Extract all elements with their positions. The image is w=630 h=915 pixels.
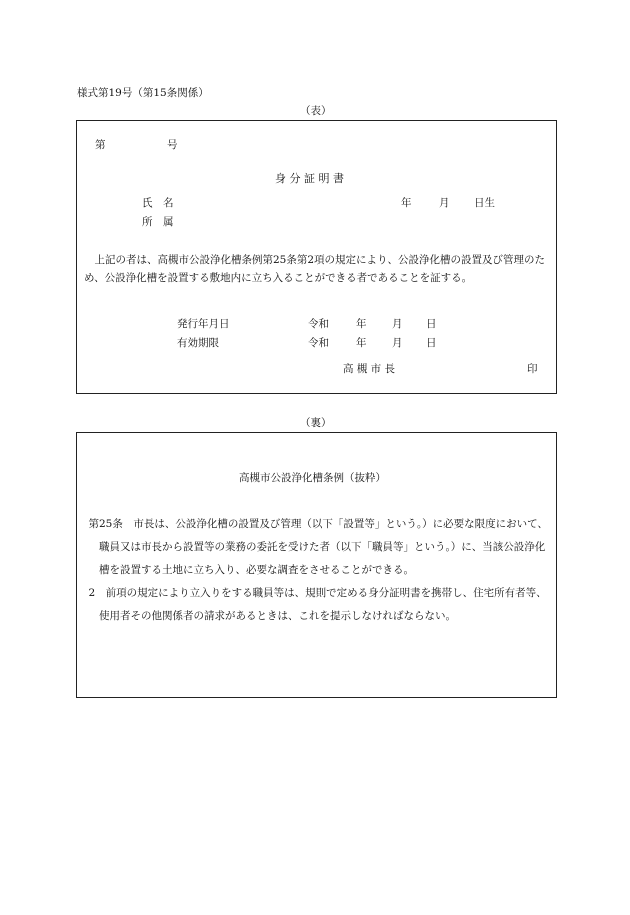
front-card xyxy=(76,120,557,394)
name-label: 氏 名 xyxy=(142,197,174,209)
affiliation-label: 所 属 xyxy=(142,216,174,228)
validity-month: 月 xyxy=(392,337,403,349)
issue-year: 年 xyxy=(356,318,367,330)
certificate-title: 身 分 証 明 書 xyxy=(275,172,344,185)
validity-day: 日 xyxy=(426,337,437,349)
excerpt-title: 高槻市公設浄化槽条例（抜粋） xyxy=(239,472,386,484)
issue-day: 日 xyxy=(426,318,437,330)
issue-month: 月 xyxy=(392,318,403,330)
front-side-label: （表） xyxy=(300,105,332,117)
issue-date-label: 発行年月日 xyxy=(177,318,230,330)
number-prefix: 第 xyxy=(95,139,106,151)
back-side-label: （裏） xyxy=(300,417,332,429)
form-label: 様式第19号（第15条関係） xyxy=(77,87,209,99)
dob-year: 年 xyxy=(401,197,412,209)
back-card xyxy=(76,432,557,698)
paragraph-2: 2 前項の規定により立入りをする職員等は、規則で定める身分証明書を携帯し、住宅所有者等、使用者その他関係者の請求があるときは、これを提示しなければならない。 xyxy=(88,587,547,622)
validity-year: 年 xyxy=(356,337,367,349)
validity-label: 有効期限 xyxy=(177,337,219,349)
validity-era: 令和 xyxy=(308,337,329,349)
article-25: 第25条 市長は、公設浄化槽の設置及び管理（以下「設置等」という。）に必要な限度において、職員又は市長から設置等の業務の委託を受けた者（以下「職員等」という。）に、当該公設浄化槽を設置する土地に立ち入り、必要な調査をさせることができる。 xyxy=(88,518,548,576)
issue-era: 令和 xyxy=(308,318,329,330)
certificate-body: 上記の者は、高槻市公設浄化槽条例第25条第2項の規定により、公設浄化槽の設置及び管理のため、公設浄化槽を設置する敷地内に立ち入ることができる者であることを証する。 xyxy=(84,254,546,284)
dob-day: 日生 xyxy=(474,197,495,209)
seal-mark: 印 xyxy=(527,363,538,375)
issuer: 高 槻 市 長 xyxy=(343,363,396,375)
number-suffix: 号 xyxy=(167,139,178,151)
dob-month: 月 xyxy=(439,197,450,209)
